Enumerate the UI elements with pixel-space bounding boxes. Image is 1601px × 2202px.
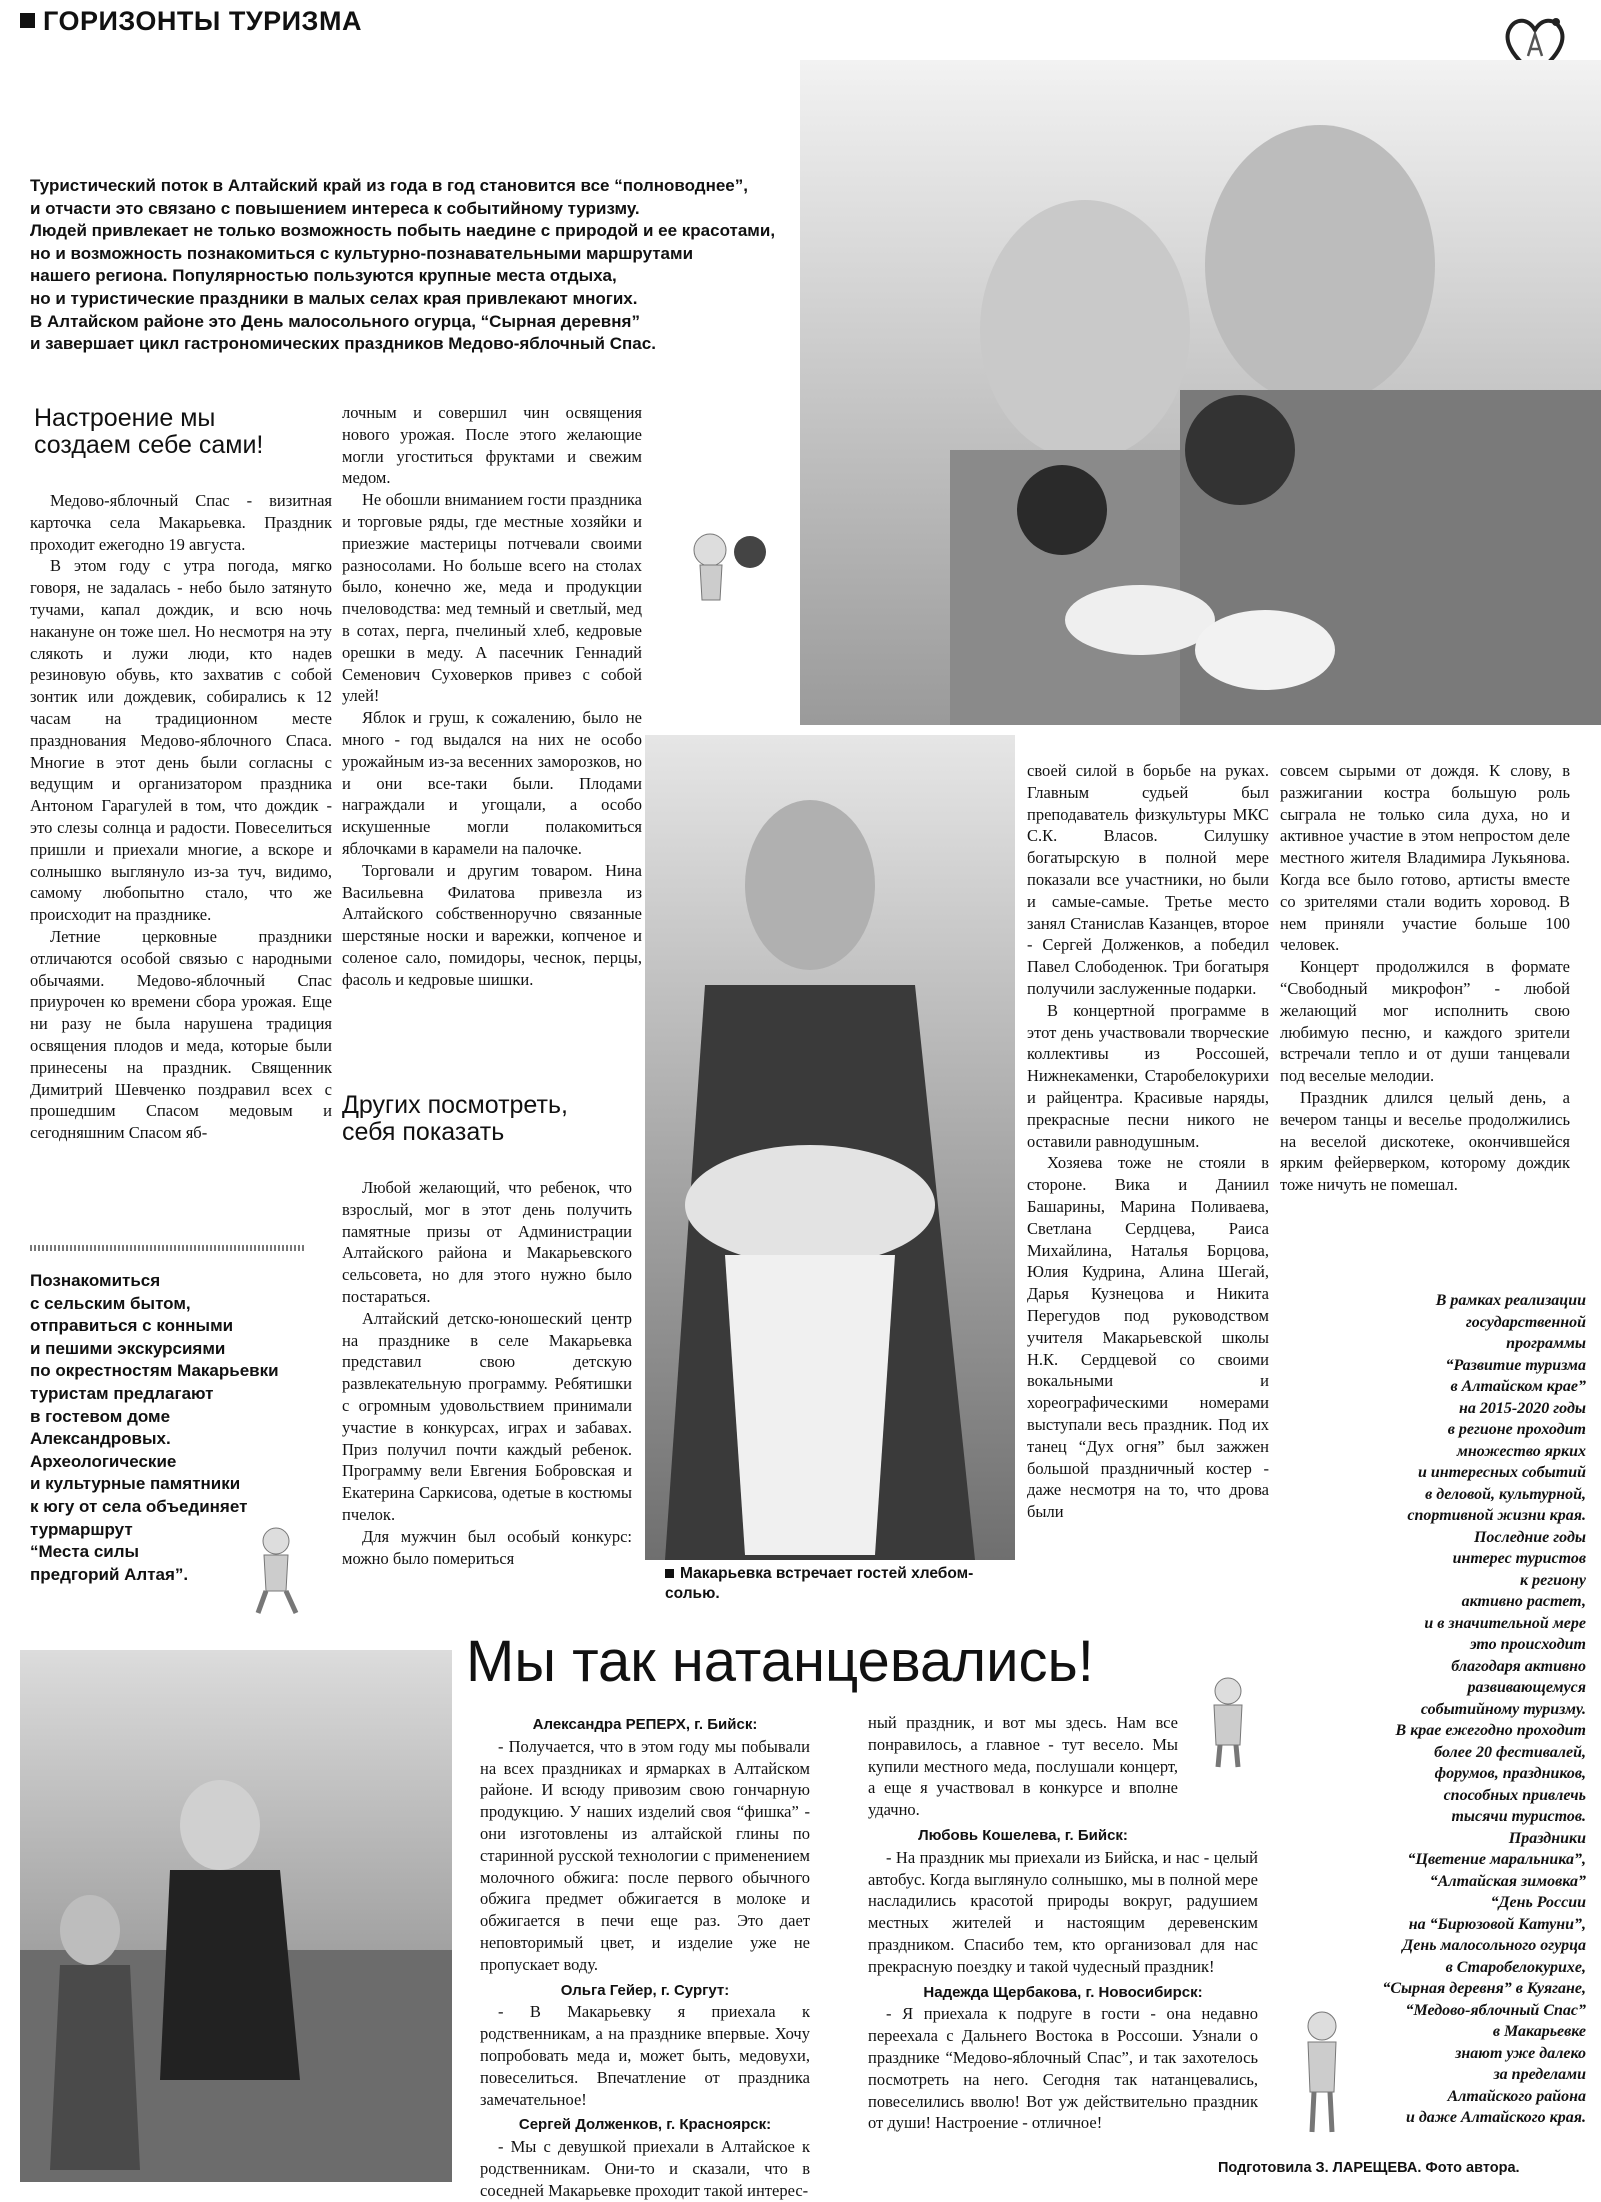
lead-line: и завершает цикл гастрономических праздников Медово-яблочный Спас. bbox=[30, 334, 656, 354]
program-line: способных привлечь bbox=[1443, 1786, 1586, 1804]
photo-dancing-people bbox=[20, 1650, 452, 2182]
paragraph: Любой желающий, что ребенок, что взрослый, мог в этот день получить памятные призы от Администрации Алтайского района и Макарьевского сельсовета, но для этого нужно было постараться. bbox=[342, 1178, 632, 1306]
program-line: благодаря активно bbox=[1451, 1657, 1586, 1675]
article-column-2 bbox=[342, 402, 642, 991]
photo-girls-with-caramel-apples bbox=[800, 60, 1601, 725]
program-line: спортивной жизни края. bbox=[1407, 1507, 1586, 1524]
article-column-1 bbox=[30, 490, 332, 1144]
lead-line: В Алтайском районе это День малосольного огурца, “Сырная деревня” bbox=[30, 311, 640, 331]
program-line: День малосольного огурца bbox=[1402, 1937, 1586, 1954]
lead-line: но и туристические праздники в малых селах края привлекают многих. bbox=[30, 288, 638, 308]
interview-text: - Мы с девушкой приехали в Алтайское к родственникам. Они-то и сказали, что в соседней Макарьевке проходит такой интерес- bbox=[480, 2137, 810, 2200]
lead-line: Людей привлекает не только возможность побыть наедине с природой и ее красотами, bbox=[30, 221, 776, 241]
program-line: множество ярких bbox=[1456, 1442, 1586, 1460]
program-line: “Сырная деревня” в Куягане, bbox=[1382, 1980, 1586, 1997]
subhead-show: Других посмотреть, себя показать bbox=[342, 1091, 568, 1146]
interview-text: - В Макарьевку я приехала к родственникам, а на празднике впервые. Хочу попробовать меда и, может быть, медовухи, повеселиться. Впечатление от праздника замечательное! bbox=[480, 2002, 810, 2109]
program-line: и даже Алтайского края. bbox=[1405, 2109, 1586, 2126]
sidebar-line: “Места силы bbox=[30, 1542, 140, 1562]
program-line: развивающемуся bbox=[1467, 1679, 1586, 1696]
program-note bbox=[1268, 1290, 1586, 2129]
program-line: в Алтайском крае” bbox=[1450, 1378, 1586, 1395]
lead-line: и отчасти это связано с повышением интереса к событийному туризму. bbox=[30, 198, 640, 218]
interview-text: - Получается, что в этом году мы побывали на всех праздниках и ярмарках в Алтайском районе. И всюду привозим свою гончарную продукцию. У наших изделий своя “фишка” - они изготовлены из алтайской глины по старинной русской технологии с применением молочного обжига: после первого обычного обжига предмет обжигается в молоке и обжигается в печи еще раз. Это дает неповторимый цвет, и изделие уже не пропускает воду. bbox=[480, 1736, 810, 1974]
interview-headline: Мы так натанцевались! bbox=[466, 1629, 1094, 1694]
program-line: знают уже далеко bbox=[1455, 2044, 1586, 2062]
program-line: на “Бирюзовой Катуни”, bbox=[1408, 1915, 1586, 1933]
lead-line: но и возможность познакомиться с культурно-познавательными маршрутами bbox=[30, 243, 694, 263]
article-column-3 bbox=[1027, 760, 1269, 1523]
program-line: за пределами bbox=[1493, 2066, 1586, 2083]
program-line: к региону bbox=[1520, 1571, 1586, 1589]
sidebar-line: с сельским бытом, bbox=[30, 1293, 191, 1313]
paragraph: Хозяева тоже не стояли в стороне. Вика и Даниил Башарины, Марина Поливаева, Светлана Сердцева, Раиса Михайлина, Наталья Борцова, Юлия Кудрина, Алина Шегай, Дарья Кузнецова и Никита Перегудов под руководством учителя Макарьевской школы Н.К. Сердцевой со своими вокальными и хореографическими номерами выступали весь праздник. Под их танец “Дух огня” был зажжен большой праздничный костер - даже несмотря на то, что дрова были bbox=[1027, 1153, 1269, 1522]
sidebar-note bbox=[30, 1270, 290, 1586]
sidebar-line: туристам предлагают bbox=[30, 1383, 214, 1403]
paragraph: Праздник длился целый день, а вечером танцы и веселье продолжились на веселой дискотеке, окончившейся ярким фейерверком, которому дождик тоже ничуть не помешал. bbox=[1280, 1087, 1570, 1195]
section-header bbox=[20, 6, 362, 37]
interviews-column-2 bbox=[868, 1712, 1268, 2134]
program-line: более 20 фестивалей, bbox=[1434, 1743, 1586, 1761]
interview-author: Александра РЕПЕРХ, г. Бийск: bbox=[532, 1716, 758, 1733]
interview-text: ный праздник, и вот мы здесь. Нам все понравилось, а главное - тут весело. Мы купили местного меда, послушали концерт, а еще я участвовал в конкурсе и вполне удачно. bbox=[868, 1713, 1178, 1820]
paragraph: Для мужчин был особый конкурс: можно было помериться bbox=[342, 1526, 632, 1568]
sidebar-line: Александровых. bbox=[30, 1429, 171, 1449]
interview-text: - Я приехала к подруге в гости - она недавно переехала с Дальнего Востока в Россоши. Узнали о празднике “Медово-яблочный Спас”, и так захотелось посмотреть на него. Сегодня так натанцевались, повеселились вволю! Вот уж действительно праздник от души! Настроение - отличное! bbox=[868, 2004, 1258, 2133]
program-line: “Медово-яблочный Спас” bbox=[1405, 2001, 1586, 2019]
program-line: Праздники bbox=[1508, 1829, 1586, 1847]
paragraph: Летние церковные праздники отличаются особой связью с народными обычаями. Медово-яблочный Спас приурочен ко времени сбора урожая. Еще ни разу не была нарушена традиция освящения плодов и меда, которые были принесены на праздник. Священник Димитрий Шевченко поздравил всех с прошедшим Спасом медовым и сегодняшним Спасом яб- bbox=[30, 926, 332, 1143]
program-line: программы bbox=[1506, 1335, 1586, 1352]
program-line: событийному туризму. bbox=[1420, 1700, 1586, 1718]
paragraph: В этом году с утра погода, мягко говоря, не задалась - небо было затянуто тучами, капал дождик, и всю ночь накануне он тоже шел. Но несмотря на эту слякоть и лужи люди, кто надев резиновую обувь, кто захватив с собой зонтик или дождевик, собирались к 12 часам на традиционном месте празднования Медово-яблочного Спаса. Многие в этот день были согласны с ведущим и организатором праздника Антоном Гарагулей в том, что дождик - это слезы солнца и радости. Повеселиться пришли и приехали многие, а вскоре и солнышко выглянуло из-за туч, видимо, самому любопытно стало, что же происходит на празднике. bbox=[30, 556, 332, 925]
sidebar-line: Археологические bbox=[30, 1451, 177, 1471]
bread-photo-sketch bbox=[645, 735, 1015, 1560]
program-line: В рамках реализации bbox=[1435, 1292, 1586, 1309]
girls-photo-sketch bbox=[800, 60, 1601, 725]
article-column-2-lower bbox=[342, 1177, 632, 1569]
section-title: ГОРИЗОНТЫ ТУРИЗМА bbox=[43, 6, 362, 36]
program-line: на 2015-2020 годы bbox=[1459, 1399, 1586, 1417]
program-line: “День России bbox=[1490, 1894, 1586, 1911]
program-line: “Развитие туризма bbox=[1445, 1356, 1586, 1374]
sidebar-line: и пешими экскурсиями bbox=[30, 1338, 226, 1358]
lead-paragraph bbox=[30, 175, 860, 356]
paragraph: Торговали и другим товаром. Нина Васильевна Филатова привезла из Алтайского собственноручно связанные шерстяные носки и варежки, копченое и соленое сало, помидоры, чеснок, перцы, фасоль и кедровые шишки. bbox=[342, 860, 642, 989]
sidebar-line: предгорий Алтая”. bbox=[30, 1564, 189, 1584]
program-line: и интересных событий bbox=[1417, 1464, 1586, 1481]
caption-square-icon bbox=[665, 1569, 674, 1578]
paragraph: В концертной программе в этот день участвовали творческие коллективы из Россошей, Нижнекаменки, Старобелокурихи и райцентра. Красивые наряды, прекрасные песни никого не оставили равнодушным. bbox=[1027, 1000, 1269, 1151]
sidebar-line: в гостевом доме bbox=[30, 1406, 171, 1426]
program-line: и в значительной мере bbox=[1424, 1614, 1586, 1632]
author-credit: Подготовила З. ЛАРЕЩЕВА. Фото автора. bbox=[1218, 2160, 1520, 2176]
dancers-photo-sketch bbox=[20, 1650, 452, 2182]
program-line: форумов, праздников, bbox=[1434, 1765, 1586, 1782]
interview-author: Ольга Гейер, г. Сургут: bbox=[560, 1981, 730, 1999]
sidebar-line: к югу от села объединяет bbox=[30, 1496, 248, 1516]
sidebar-line: по окрестностям Макарьевки bbox=[30, 1361, 279, 1381]
program-line: Алтайского района bbox=[1447, 2087, 1586, 2105]
paragraph: Концерт продолжился в формате “Свободный микрофон” - любой желающий мог исполнить свою любимую песню, и каждого зрители встречали тепло и от души танцевали под веселые мелодии. bbox=[1280, 957, 1570, 1086]
figurine-apple-icon bbox=[680, 520, 775, 625]
interview-author: Любовь Кошелева, г. Бийск: bbox=[918, 1826, 1128, 1844]
photo-caption bbox=[665, 1564, 985, 1604]
sidebar-divider bbox=[30, 1245, 304, 1251]
paragraph: Не обошли вниманием гости праздника и торговые ряды, где местные хозяйки и приезжие мастерицы потчевали своими разносолами. Но больше всего на столах было, конечно же, меда и продукции пчеловодства: мед темный и светлый, мед в сотах, перга, пчелиный хлеб, кедровые орешки в меду. А пасечник Геннадий Семенович Суховерков привез с собой улей! bbox=[342, 490, 642, 706]
sidebar-line: турмаршрут bbox=[30, 1519, 133, 1539]
sidebar-line: Познакомиться bbox=[30, 1271, 161, 1290]
paragraph: совсем сырыми от дождя. К слову, в разжигании костра большую роль сыграла не только сила духа, но и активное участие в этом непростом деле местного жителя Владимира Лукьянова. Когда все было готово, артисты вместе со зрителями стали водить хоровод. В нем приняли участие больше 100 человек. bbox=[1280, 761, 1570, 955]
interview-text: - На праздник мы приехали из Бийска, и нас - целый автобус. Когда выглянуло солнышко, мы в полной мере насладились красотой природы вокруг, радушием местных жителей и настоящим деревенским праздником. Спасибо тем, кто организовал для нас прекрасную поездку и такой чудесный праздник! bbox=[868, 1847, 1258, 1976]
program-line: государственной bbox=[1465, 1313, 1586, 1331]
caption-text: Макарьевка встречает гостей хлебом-солью. bbox=[665, 1565, 974, 1602]
program-line: интерес туристов bbox=[1452, 1550, 1586, 1567]
subhead-mood: Настроение мы создаем себе сами! bbox=[34, 404, 264, 459]
header-square-icon bbox=[20, 13, 35, 28]
program-line: в Макарьевке bbox=[1492, 2023, 1586, 2040]
program-line: в деловой, культурной, bbox=[1425, 1485, 1586, 1503]
lead-line: нашего региона. Популярностью пользуются крупные места отдыха, bbox=[30, 266, 617, 286]
program-line: В крае ежегодно проходит bbox=[1395, 1722, 1586, 1739]
lead-line: Туристический поток в Алтайский край из года в год становится все “полноводнее”, bbox=[30, 176, 748, 195]
sidebar-line: отправиться с конными bbox=[30, 1316, 234, 1336]
sidebar-line: и культурные памятники bbox=[30, 1474, 241, 1494]
program-line: тысячи туристов. bbox=[1451, 1808, 1586, 1825]
photo-girl-with-bread bbox=[645, 735, 1015, 1560]
interview-author: Надежда Щербакова, г. Новосибирск: bbox=[923, 1983, 1203, 2001]
article-column-4 bbox=[1280, 760, 1570, 1196]
program-line: это происходит bbox=[1469, 1636, 1586, 1653]
interview-author: Сергей Долженков, г. Красноярск: bbox=[518, 2116, 772, 2134]
program-line: в Старобелокурихе, bbox=[1445, 1958, 1586, 1976]
paragraph: Медово-яблочный Спас - визитная карточка села Макарьевка. Праздник проходит ежегодно 19 августа. bbox=[30, 491, 332, 554]
interviews-column-1 bbox=[480, 1710, 810, 2202]
paragraph: Яблок и груш, к сожалению, было не много - год выдался на них не особо урожайным из-за весенних заморозков, но и они все-таки были. Плодами награждали и угощали, а особо искушенные могли полакомиться яблочками в карамели на палочке. bbox=[342, 708, 642, 858]
program-line: активно растет, bbox=[1461, 1593, 1586, 1610]
paragraph: своей силой в борьбе на руках. Главным судьей был преподаватель физкультуры МКС С.К. Власов. Силушку богатырскую в полной мере показали все участники, но были и самые-самые. Третье место занял Станислав Казанцев, второе - Сергей Долженков, а победил Павел Слободенюк. Три богатыря получили заслуженные подарки. bbox=[1027, 761, 1269, 998]
program-line: “Цветение маральника”, bbox=[1407, 1851, 1586, 1868]
program-line: “Алтайская зимовка” bbox=[1429, 1872, 1586, 1890]
paragraph: лочным и совершил чин освящения нового урожая. После этого желающие могли угоститься фруктами и свежим медом. bbox=[342, 403, 642, 488]
program-line: Последние годы bbox=[1473, 1528, 1586, 1546]
program-line: в регионе проходит bbox=[1447, 1421, 1586, 1438]
paragraph: Алтайский детско-юношеский центр на празднике в селе Макарьевка представил свою детскую развлекательную программу. Ребятишки с огромным удовольствием принимали участие в конкурсах, играх и забавах. Приз получил почти каждый ребенок. Программу вели Евгения Бобровская и Екатерина Саркисова, одетые в костюмы пчелок. bbox=[342, 1308, 632, 1524]
